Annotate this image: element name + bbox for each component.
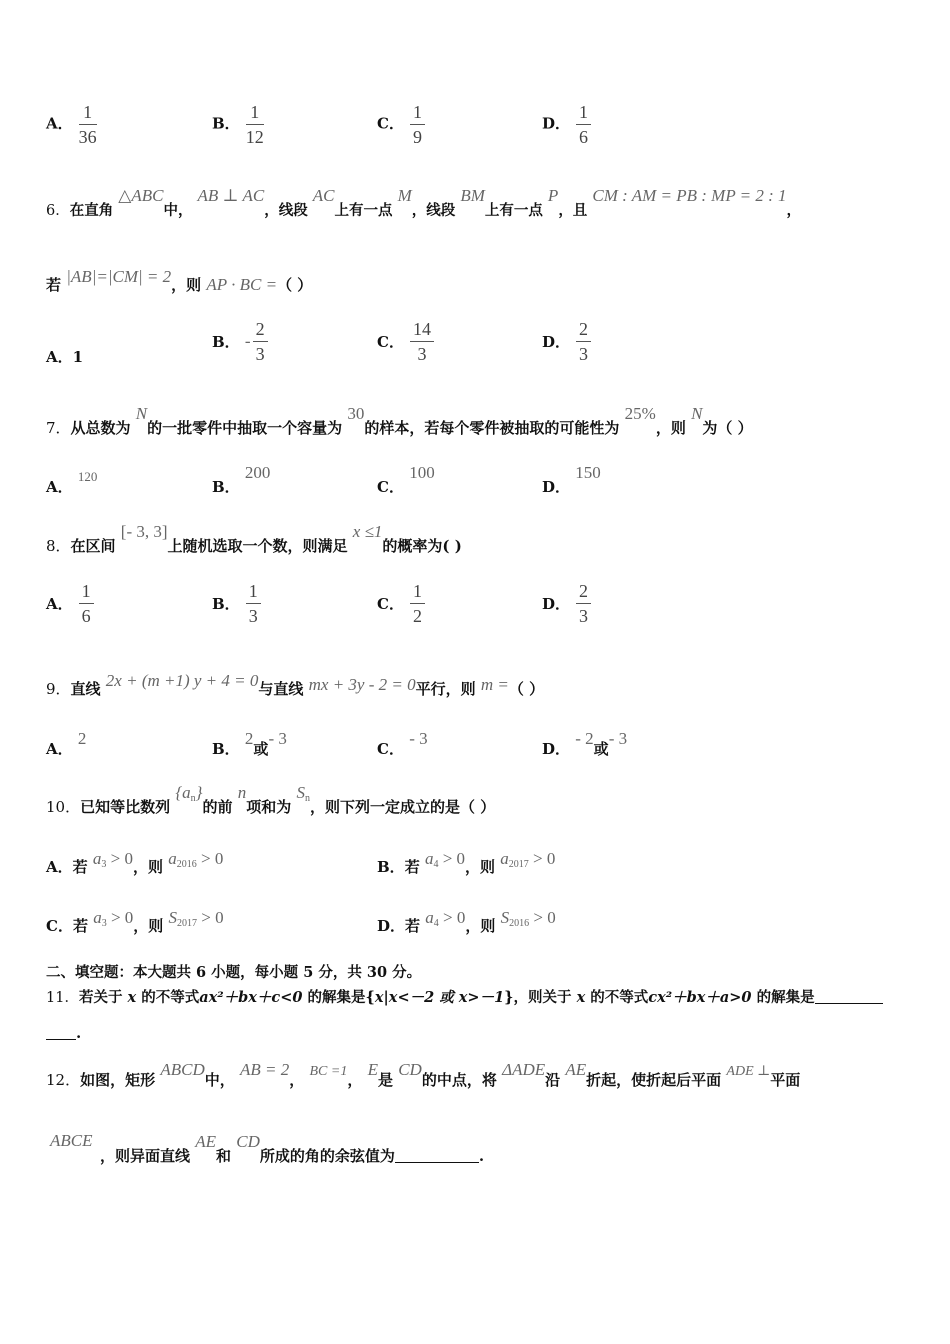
math: N [135,404,148,423]
math-part: a [92,849,102,868]
math: [- 3, 3] [120,522,168,541]
subscript: 2016 [176,859,197,870]
math: P [547,186,559,205]
q10-option-c [46,908,224,937]
math-part: a [168,849,177,868]
text: 的一批零件中抽取一个容量为 [147,419,343,437]
math-part: a [425,908,434,927]
math-part: a [500,849,509,868]
option-value: 150 [575,463,601,482]
math: AP · BC = [206,275,278,294]
q9-option-c [377,729,428,759]
option-value: - 3 [608,729,628,748]
text: ， [289,1071,305,1089]
math [425,849,465,868]
option-value: 2 [77,729,87,748]
q7-option-c [377,463,435,497]
text: 若 [405,917,421,935]
text: ，则 [171,276,202,294]
text: 的不等式 [590,989,649,1006]
text: ，则 [465,858,496,876]
math: CD [398,1060,422,1079]
text: ，则异面直线 [100,1147,191,1165]
q8-option-b [212,581,261,626]
question-number: 6． [46,203,70,219]
math: m = [480,675,509,694]
denominator: 36 [78,127,97,147]
text: 的前 [202,798,233,816]
text: ，则 [132,858,163,876]
text: 的解集是 [756,989,815,1006]
math [175,783,202,802]
option-value: 200 [244,463,271,482]
math: BM [460,186,485,205]
numerator: 2 [253,319,268,342]
math [169,908,224,927]
q10-stem [46,783,496,818]
option-label: C． [377,595,404,613]
math: ABCD [160,1060,205,1079]
fraction [576,581,591,626]
option-label: B． [377,858,405,876]
math: ΔADE [502,1060,546,1079]
numerator: 2 [576,581,591,604]
q9-option-a [46,729,87,759]
minus-sign: - [244,331,251,351]
math-part: > 0 [443,908,466,927]
math: x ≤1 [352,522,383,541]
text: 上随机选取一个数，则满足 [167,537,348,555]
q6-stem-line1 [46,186,802,220]
option-label: D． [542,114,571,133]
q11-stem [46,986,883,1007]
option-value: - 3 [268,729,287,748]
option-label: C． [377,333,404,351]
option-label: A． [46,114,73,133]
denominator: 9 [412,127,422,147]
question-number: 8． [46,537,71,555]
numerator: 1 [246,581,261,604]
math: ABCE [50,1131,93,1150]
q7-stem [46,404,753,438]
text: 折起，使折起后平面 [586,1071,722,1089]
math [93,849,133,868]
text: 是 [377,1071,393,1089]
denominator: 2 [412,606,422,626]
math-part: {a [175,783,191,802]
q12-stem-line2 [46,1131,93,1165]
option-label: B． [212,740,240,758]
text: 为（ ） [702,419,753,437]
math: CM : AM = PB : MP = 2 : 1 [592,186,787,205]
math-part: S [500,908,510,927]
fraction [410,102,425,147]
math-part: } [195,783,203,802]
numerator: 1 [576,102,591,125]
subscript: 2017 [508,859,529,870]
option-value: 2 [244,729,254,748]
denominator: 6 [579,127,589,147]
text: 的不等式 [141,989,200,1006]
option-label: C． [377,478,404,496]
text: 或 [593,740,609,758]
denominator: 12 [245,127,264,147]
q8-option-a [46,581,94,626]
text: 已知等比数列 [80,798,171,816]
numerator: 1 [79,102,97,125]
text: ， [786,202,802,219]
numerator: 1 [410,102,425,125]
text: 若 [72,917,88,935]
subscript: n [190,793,196,804]
fraction [246,102,264,147]
text: 从总数为 [70,419,131,437]
math: x|x<－2 或 x>－1 [374,989,505,1006]
fraction [576,102,591,147]
q6-option-a [46,346,83,367]
q7-option-d [542,463,601,497]
question-number: 9． [46,680,71,698]
option-label: C． [377,740,404,758]
math-part: S [296,783,305,802]
math: 2x + (m +1) y + 4 = 0 [105,671,259,690]
option-label: B． [212,333,240,351]
math: AB = 2 [239,1060,290,1079]
option-label: B． [212,114,240,133]
option-label: C． [377,114,404,133]
math-part: > 0 [201,908,224,927]
text: 的概率为( ) [382,537,462,555]
q9-option-d [542,729,628,759]
numerator: 1 [79,581,94,604]
denominator: 3 [579,606,589,626]
question-number: 7． [46,419,71,437]
math-part: > 0 [110,908,134,927]
math: 30 [347,404,365,423]
option-value: 1 [72,348,84,366]
text: 直线 [70,680,101,698]
text: . [478,1147,485,1165]
question-number: 11． [46,990,79,1006]
q6-stem-line2 [46,267,313,295]
q10-option-d [377,908,556,937]
q6-option-b [212,319,268,364]
option-label: A． [46,478,73,496]
math: AC [312,186,335,205]
text: 若关于 [78,989,123,1006]
q9-option-b [212,729,287,759]
fraction [79,581,94,626]
text: 在直角 [69,202,114,219]
math-part: > 0 [533,849,556,868]
math: 25% [624,404,656,423]
subscript: n [304,793,310,804]
math: BC =1 [309,1064,348,1079]
fraction [576,319,591,364]
q6-option-c [377,319,434,364]
option-label: D． [377,917,406,935]
text: 中， [204,1071,235,1089]
text: 若 [46,276,62,294]
option-value: - 3 [409,729,428,748]
math: ADE ⊥ [726,1064,771,1079]
question-number: 12． [46,1071,81,1089]
q7-option-b [212,463,271,497]
answer-blank [395,1148,479,1163]
option-label: A． [46,595,73,613]
text: 与直线 [258,680,304,698]
denominator: 3 [417,344,427,364]
math: mx + 3y - 2 = 0 [308,675,416,694]
math: AE [195,1132,217,1151]
option-label: D． [542,595,571,613]
math: ax²＋bx＋c<0 [199,989,303,1006]
math: E [367,1060,378,1079]
fraction [253,319,268,364]
denominator: 6 [81,606,91,626]
option-value: 100 [409,463,435,482]
text: 和 [216,1147,232,1165]
math [425,908,465,927]
math: AE [565,1060,587,1079]
numerator: 14 [410,319,434,342]
text: ，则 [465,917,496,935]
option-label: C． [46,917,73,935]
option-label: B． [212,595,240,613]
fraction [79,102,97,147]
q9-stem [46,671,545,699]
math: N [691,404,703,423]
text: 上有一点 [484,202,543,219]
variable: x [127,989,137,1006]
text: ，线段 [264,202,308,219]
q5-option-d [542,102,591,147]
text: 所成的角的余弦值为 [259,1147,395,1165]
text: （ ） [508,680,545,698]
text: 的解集是{ [307,989,375,1006]
text: ，线段 [411,202,456,219]
text: 在区间 [70,537,116,555]
text: 的中点，将 [421,1071,497,1089]
q7-option-a [46,469,98,497]
answer-blank [46,1025,76,1040]
text: ，则 [655,419,686,437]
math [500,849,555,868]
math: CD [236,1132,260,1151]
q5-option-c [377,102,425,147]
text: ，则下列一定成立的是（ ） [309,798,496,816]
option-label: A． [46,740,73,758]
text: 中， [163,202,193,219]
text: ，且 [558,202,588,219]
q8-option-c [377,581,425,626]
option-value: 120 [77,469,98,484]
option-value: - 2 [575,729,594,748]
subscript: 4 [433,859,439,870]
math-part: > 0 [110,849,133,868]
text: （ ） [277,276,313,294]
math [168,849,223,868]
text: 沿 [545,1071,561,1089]
text: ，则 [133,917,164,935]
question-number: 10． [46,798,81,816]
text: 如图，矩形 [80,1071,156,1089]
math-part: > 0 [533,908,556,927]
option-label: D． [542,333,571,351]
q5-option-a [46,102,97,147]
option-label: A． [46,858,73,876]
subscript: 2016 [509,918,530,929]
q11-stem-line2 [46,1024,81,1042]
option-label: B． [212,478,240,496]
text: 若 [404,858,420,876]
numerator: 1 [246,102,264,125]
math [93,908,133,927]
q12-stem-line1 [46,1060,801,1090]
denominator: 3 [248,606,258,626]
math: |AB|=|CM| = 2 [66,267,172,286]
option-label: D． [542,478,571,496]
subscript: 3 [101,859,107,870]
math-part: a [424,849,434,868]
text: 平面 [770,1071,801,1089]
math-part: > 0 [442,849,466,868]
text: 若 [72,858,88,876]
subscript: 3 [101,918,107,929]
denominator: 3 [255,344,265,364]
q8-option-d [542,581,591,626]
numerator: 2 [576,319,591,342]
text: 的样本，若每个零件被抽取的可能性为 [364,419,620,437]
math: AB ⊥ AC [197,186,265,205]
section-heading: 二、填空题：本大题共 6 小题，每小题 5 分，共 30 分。 [46,964,422,981]
math: cx²＋bx＋a>0 [648,989,752,1006]
text: 上有一点 [334,202,393,219]
fraction [410,581,425,626]
math-part: a [93,908,102,927]
answer-blank [815,989,883,1004]
math: M [397,186,412,205]
math-part: S [168,908,178,927]
q12-stem-line2b [100,1132,485,1166]
math: △ABC [118,186,164,205]
option-label: D． [542,740,571,758]
math [501,908,556,927]
text: . [76,1024,82,1042]
text: }，则关于 [504,989,572,1006]
fraction [246,581,261,626]
variable: x [576,989,586,1006]
subscript: 2017 [177,918,198,929]
math [296,783,310,802]
math: n [237,783,247,802]
q10-option-b [377,849,556,878]
option-label: A． [46,348,73,366]
q5-option-b [212,102,264,147]
numerator: 1 [410,581,425,604]
text: 或 [253,740,269,758]
text: ， [347,1071,363,1089]
math-part: > 0 [200,849,224,868]
q10-option-a [46,849,224,878]
q6-option-d [542,319,591,364]
subscript: 4 [433,918,439,929]
q8-stem [46,522,462,556]
fraction [410,319,434,364]
text: 平行，则 [415,680,476,698]
denominator: 3 [579,344,589,364]
text: 项和为 [246,798,292,816]
